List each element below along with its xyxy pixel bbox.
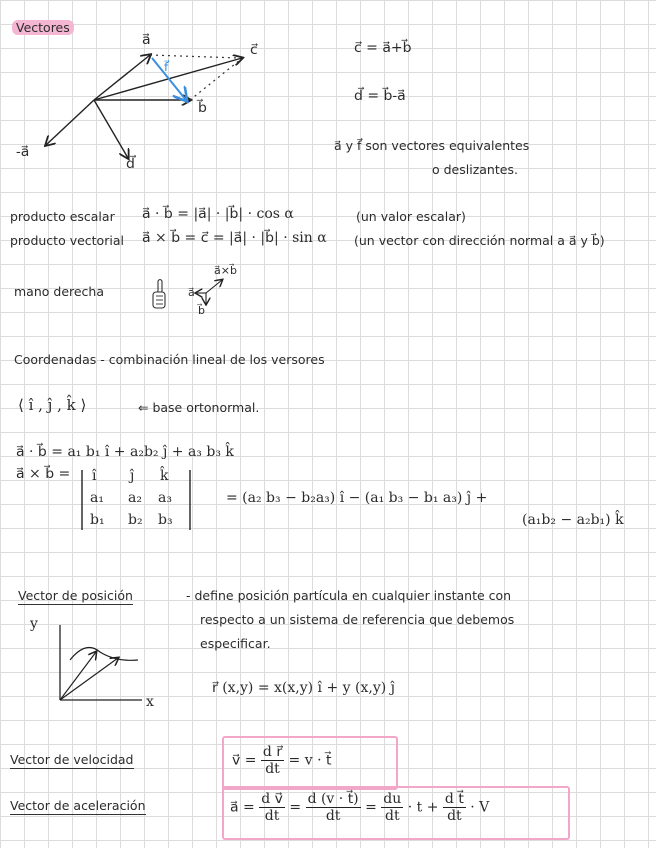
scalar-product-note: (un valor escalar)	[356, 209, 466, 224]
position-axis-x: x	[146, 694, 154, 710]
label-a: a⃗	[142, 32, 151, 48]
position-axis-y: y	[30, 616, 38, 632]
position-desc-3: especificar.	[200, 636, 271, 651]
det-r1c1: î	[92, 468, 97, 484]
cross-product-lhs: a⃗ × b⃗ =	[16, 466, 71, 482]
position-title: Vector de posición	[18, 588, 133, 603]
vector-d	[94, 100, 128, 158]
dot-product-components: a⃗ · b⃗ = a₁ b₁ î + a₂b₂ ĵ + a₃ b₃ k̂	[16, 444, 234, 460]
position-desc-1: - define posición partícula en cualquier instante con	[186, 588, 512, 603]
velocity-lhs: v⃗ =	[232, 752, 257, 769]
vector-f-blue	[152, 58, 186, 100]
det-r2c2: a₂	[128, 490, 142, 506]
right-hand-axes	[196, 280, 222, 304]
label-b: b⃗	[198, 100, 207, 116]
velocity-title: Vector de velocidad	[10, 752, 134, 767]
scalar-product-formula: a⃗ · b⃗ = |a⃗| · |b⃗| · cos α	[142, 206, 294, 222]
vector-product-name: producto vectorial	[10, 233, 124, 248]
acc-frac-2-den: dt	[325, 808, 341, 824]
velocity-rhs: = v · t⃗	[288, 752, 332, 769]
acc-frac-4-num: d t⃗	[444, 791, 464, 807]
basis-set: ⟨ î , ĵ , k̂ ⟩	[18, 396, 87, 414]
acceleration-title: Vector de aceleración	[10, 798, 146, 813]
det-r2c3: a₃	[158, 490, 172, 506]
det-r3c3: b₃	[158, 512, 173, 528]
basis-note: ⇐ base ortonormal.	[138, 400, 260, 415]
position-formula: r⃗ (x,y) = x(x,y) î + y (x,y) ĵ	[212, 680, 395, 696]
acc-frac-3	[381, 791, 403, 824]
velocity-den: dt	[265, 761, 280, 777]
right-hand-b: b⃗	[198, 304, 205, 317]
label-f: f⃗	[164, 60, 169, 74]
position-vectors	[60, 648, 138, 701]
position-desc-2: respecto a un sistema de referencia que debemos	[200, 612, 515, 627]
coordinates-title: Coordenadas - combinación lineal de los versores	[14, 352, 325, 367]
right-hand-label: mano derecha	[14, 284, 105, 299]
cross-product-rhs-1: = (a₂ b₃ − b₂a₃) î − (a₁ b₃ − b₁ a₃) ĵ +	[226, 490, 488, 506]
vector-a	[94, 55, 150, 100]
det-r1c2: ĵ	[130, 468, 135, 484]
det-r1c3: k̂	[160, 468, 169, 484]
right-hand-a: a⃗	[188, 286, 195, 299]
acc-frac-1-den: dt	[264, 808, 280, 824]
cross-product-rhs-2: (a₁b₂ − a₂b₁) k̂	[522, 512, 624, 528]
acc-eq-2: =	[365, 799, 377, 816]
acc-frac-2	[306, 791, 361, 824]
label-c: c⃗	[250, 42, 258, 58]
acc-frac-4	[443, 791, 466, 824]
label-d: d⃗	[126, 156, 135, 172]
velocity-num: d r⃗	[262, 744, 283, 760]
acc-frac-4-tail: · V	[470, 799, 490, 816]
acc-frac-1	[259, 791, 285, 824]
right-hand-axb: a⃗×b⃗	[214, 264, 237, 277]
equivalent-text-2: o deslizantes.	[432, 162, 518, 177]
det-r3c1: b₁	[90, 512, 105, 528]
acceleration-formula	[230, 791, 489, 824]
acc-plus: +	[426, 799, 439, 816]
det-r2c1: a₁	[90, 490, 104, 506]
equivalent-text-1: a⃗ y f⃗ son vectores equivalentes	[334, 138, 530, 153]
acc-frac-4-den: dt	[447, 808, 462, 824]
dotted-a-to-c	[150, 55, 240, 58]
vector-product-formula: a⃗ × b⃗ = c⃗ = |a⃗| · |b⃗| · sin α	[142, 230, 327, 246]
right-hand-sketch	[153, 280, 165, 309]
acc-lhs: a⃗ =	[230, 799, 255, 816]
velocity-fraction	[261, 744, 284, 777]
label-neg-a: -a⃗	[16, 144, 30, 160]
equation-c: c⃗ = a⃗+b⃗	[354, 40, 412, 56]
scalar-product-name: producto escalar	[10, 209, 115, 224]
acc-frac-3-tail: · t	[407, 799, 423, 816]
acc-frac-3-den: dt	[384, 808, 400, 824]
acc-frac-3-num: du	[383, 791, 402, 807]
section-title-vectores: Vectores	[12, 20, 74, 35]
det-r3c2: b₂	[128, 512, 143, 528]
vector-product-note: (un vector con dirección normal a a⃗ y b⃗)	[354, 233, 605, 248]
vector-neg-a	[46, 100, 94, 145]
position-axes	[60, 625, 142, 700]
equation-d: d⃗ = b⃗-a⃗	[354, 88, 406, 104]
acc-eq-1: =	[289, 799, 302, 816]
acc-frac-1-num: d v⃗	[261, 791, 283, 807]
acc-frac-2-num: d (v · t⃗)	[307, 791, 359, 807]
velocity-formula	[232, 744, 331, 777]
